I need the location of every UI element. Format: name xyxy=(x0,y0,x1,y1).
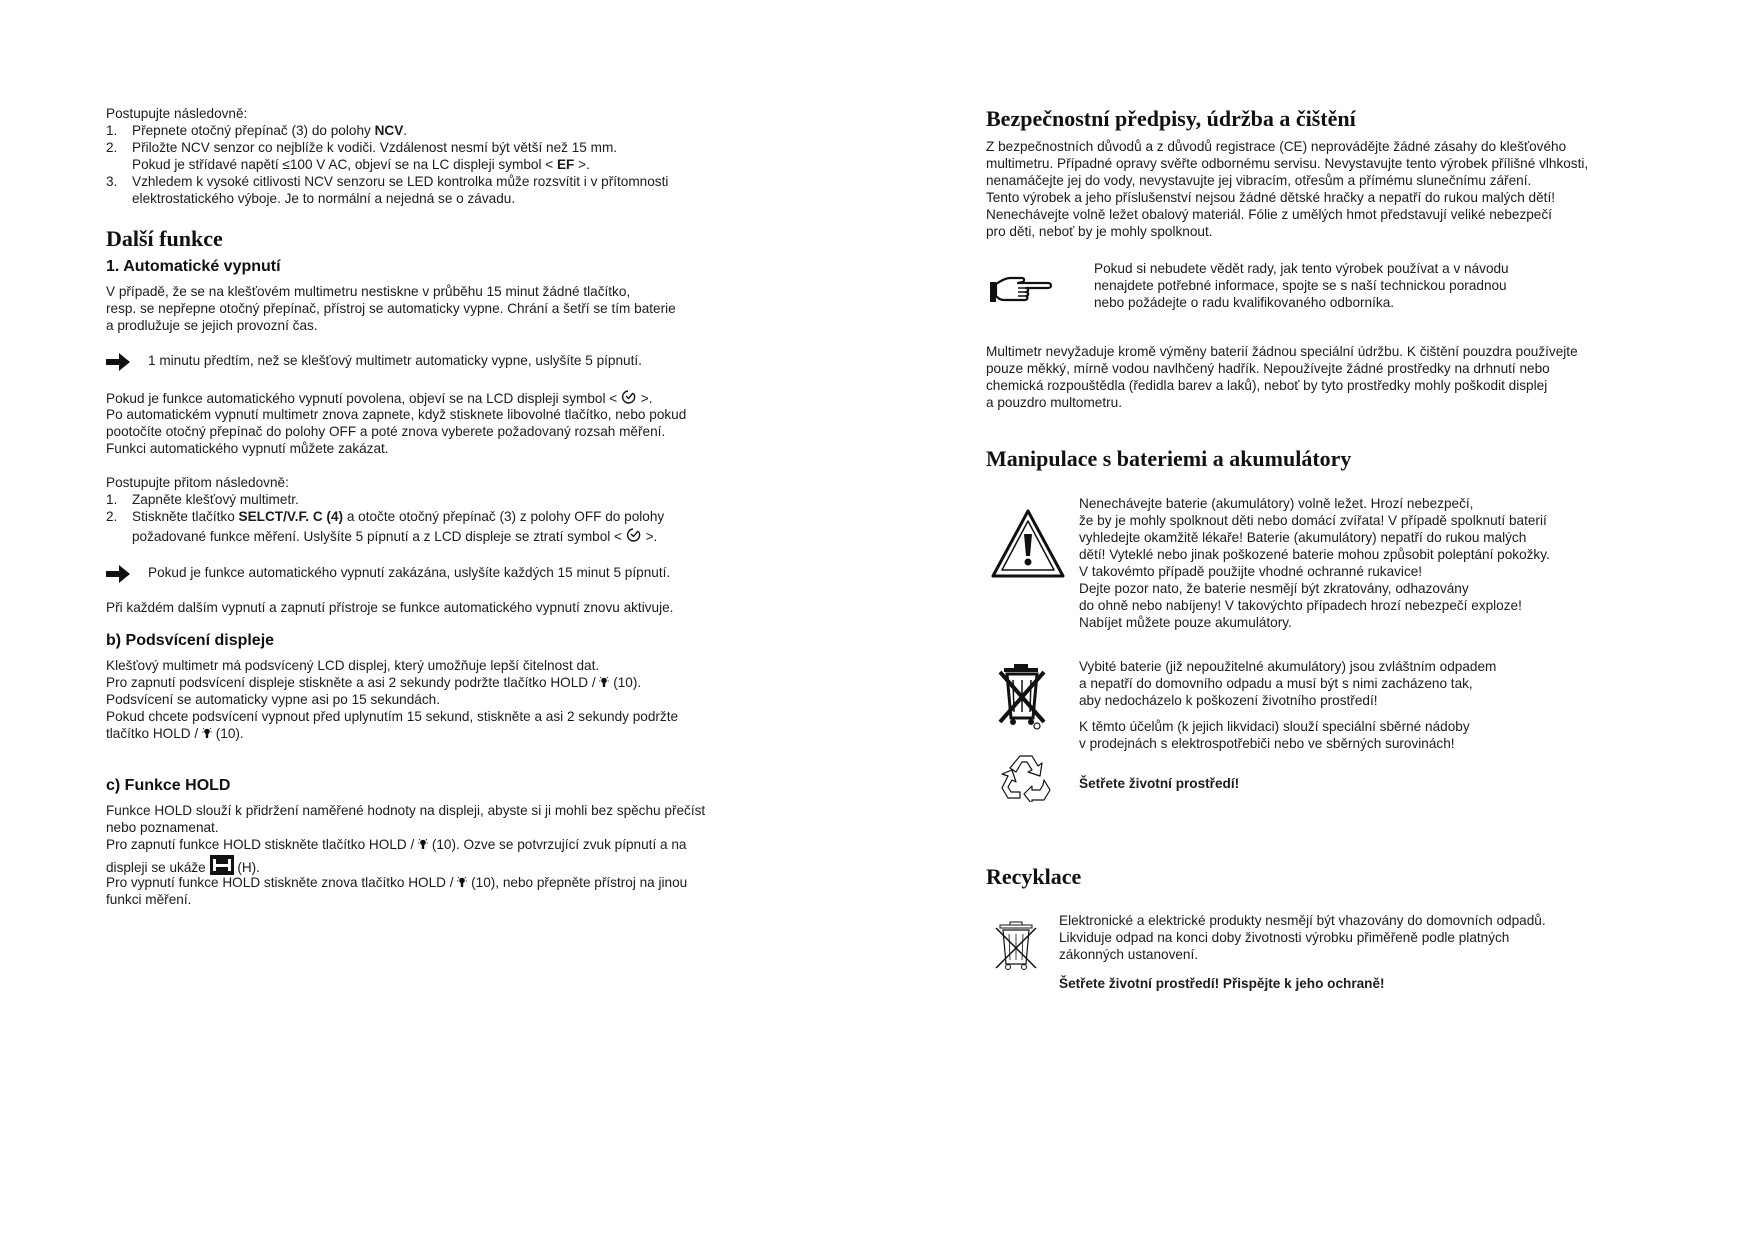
disposal-line: a nepatří do domovního odpadu a musí být s nimi zacházeno tak, xyxy=(1079,676,1473,691)
step-3: 3. Vzhledem k vysoké citlivosti NCV senzoru se LED kontrolka může rozsvítit i v přítomnosti xyxy=(106,174,669,189)
step-2: 2. Přiložte NCV senzor co nejblíže k vodiči. Vzdálenost nesmí být větší než 15 mm. xyxy=(106,140,618,155)
step-2-cont: Pokud je střídavé napětí ≤100 V AC, objeví se na LC displeji symbol < EF >. xyxy=(132,157,590,172)
save-environment-text: Šetřete životní prostředí! Přispějte k jeho ochraně! xyxy=(1059,976,1385,991)
auto-off-para2-line: Funkci automatického vypnutí můžete zakázat. xyxy=(106,441,389,456)
disposal-line: Vybité baterie (již nepoužitelné akumulátory) jsou zvláštním odpadem xyxy=(1079,659,1497,674)
battery-warning-line: V takovémto případě použijte vhodné ochranné rukavice! xyxy=(1079,564,1423,579)
section-title-dalsi-funkce: Další funkce xyxy=(106,226,223,251)
arrow-right-icon xyxy=(104,350,132,374)
reactivate-text: Při každém dalším vypnutí a zapnutí přístroje se funkce automatického vypnutí znovu aktivuje. xyxy=(106,600,674,615)
hold-line: Pro vypnutí funkce HOLD stiskněte znova tlačítko HOLD / (10), nebo přepněte přístroj na jinou xyxy=(106,875,688,890)
help-line: Pokud si nebudete vědět rady, jak tento výrobek používat a v návodu xyxy=(1094,261,1509,276)
pointing-hand-icon xyxy=(988,272,1054,308)
maintenance-line: chemická rozpouštědla (ředidla barev a laků), neboť by tyto prostředky mohly poškodit displej xyxy=(986,378,1548,393)
backlight-line: tlačítko HOLD / (10). xyxy=(106,726,244,741)
hold-line: funkci měření. xyxy=(106,892,192,907)
note-auto-off-disabled: Pokud je funkce automatického vypnutí zakázána, uslyšíte každých 15 minut 5 pípnutí. xyxy=(148,565,671,580)
step-1: 1. Přepnete otočný přepínač (3) do polohy NCV. xyxy=(106,123,408,138)
battery-warning-line: že by je mohly spolknout děti nebo domácí zvířata! V případě spolknutí baterií xyxy=(1079,513,1547,528)
weee-bin-icon xyxy=(992,918,1042,974)
battery-warning-line: dětí! Vyteklé nebo jinak poškozené baterie mohou způsobit poleptání pokožky. xyxy=(1079,547,1550,562)
disposal-line: K těmto účelům (k jejich likvidaci) slouží speciální sběrné nádoby xyxy=(1079,719,1470,734)
recycling-line: zákonných ustanovení. xyxy=(1059,947,1199,962)
section-title-safety: Bezpečnostní předpisy, údržba a čištění xyxy=(986,106,1356,131)
auto-off-para2-line: Po automatickém vypnutí multimetr znova zapnete, když stisknete libovolné tlačítko, nebo pokud xyxy=(106,407,687,422)
safety-line: multimetru. Případné opravy svěřte odbornému servisu. Nevystavujte tento výrobek přílišné vlhkosti, xyxy=(986,156,1589,171)
disposal-line: v prodejnách s elektrospotřebiči nebo ve sběrných surovinách! xyxy=(1079,736,1455,751)
backlight-line: Pokud chcete podsvícení vypnout před uplynutím 15 sekund, stiskněte a asi 2 sekundy podržte xyxy=(106,709,679,724)
backlight-bulb-icon xyxy=(457,876,467,889)
battery-warning-line: Nenechávejte baterie (akumulátory) volně ležet. Hrozí nebezpečí, xyxy=(1079,496,1474,511)
battery-warning-line: do ohně nebo nabíjeny! V takovýchto případech hrozí nebezpečí exploze! xyxy=(1079,598,1522,613)
recycling-line: Elektronické a elektrické produkty nesmějí být vhazovány do domovních odpadů. xyxy=(1059,913,1546,928)
safety-line: Tento výrobek a jeho příslušenství nejsou žádné dětské hračky a nepatří do rukou malých dětí! xyxy=(986,190,1555,205)
crossed-bin-icon xyxy=(996,660,1048,730)
battery-warning-line: vyhledejte okamžitě lékaře! Baterie (akumulátory) nepatří do rukou malých xyxy=(1079,530,1527,545)
auto-off-para-line: a prodlužuje se jejich provozní čas. xyxy=(106,318,318,333)
recycling-icon xyxy=(1000,752,1052,802)
warning-triangle-icon xyxy=(990,508,1066,580)
note-auto-off-warning: 1 minutu předtím, než se klešťový multimetr automaticky vypne, uslyšíte 5 pípnutí. xyxy=(148,353,642,368)
save-environment-text: Šetřete životní prostředí! xyxy=(1079,776,1240,791)
recycling-line: Likviduje odpad na konci doby životnosti výrobku přiměřeně podle platných xyxy=(1059,930,1510,945)
auto-off-para2-line: pootočíte otočný přepínač do polohy OFF a poté znova vyberete požadovaný rozsah měření. xyxy=(106,424,666,439)
subsection-title-backlight: b) Podsvícení displeje xyxy=(106,632,275,649)
backlight-bulb-icon xyxy=(599,676,609,689)
hold-line: Pro zapnutí funkce HOLD stiskněte tlačítko HOLD / (10). Ozve se potvrzující zvuk pípnutí a na xyxy=(106,837,687,852)
disable-step-1: 1. Zapněte klešťový multimetr. xyxy=(106,492,299,507)
maintenance-line: a pouzdro multometru. xyxy=(986,395,1123,410)
help-line: nebo požádejte o radu kvalifikovaného odborníka. xyxy=(1094,295,1395,310)
backlight-line: Podsvícení se automaticky vypne asi po 15 sekundách. xyxy=(106,692,440,707)
disable-step-2: 2. Stiskněte tlačítko SELCT/V.F. C (4) a otočte otočný přepínač (3) z polohy OFF do polohy xyxy=(106,509,665,524)
hold-display-icon xyxy=(210,855,234,875)
hold-line: Funkce HOLD slouží k přidržení naměřené hodnoty na displeji, abyste si ji mohli bez spěchu přečíst xyxy=(106,803,706,818)
auto-power-off-icon xyxy=(621,389,637,405)
disable-step-2-cont: požadované funkce měření. Uslyšíte 5 pípnutí a z LCD displeje se ztratí symbol < >. xyxy=(132,529,658,544)
disposal-line: aby nedocházelo k poškození životního prostředí! xyxy=(1079,693,1378,708)
backlight-line: Klešťový multimetr má podsvícený LCD displej, který umožňuje lepší čitelnost dat. xyxy=(106,658,600,673)
backlight-bulb-icon xyxy=(202,727,212,740)
hold-line: displeji se ukáže (H). xyxy=(106,855,260,876)
intro2-text: Postupujte přitom následovně: xyxy=(106,475,289,490)
safety-line: Nenechávejte volně ležet obalový materiál. Fólie z umělých hmot představují veliké nebezpečí xyxy=(986,207,1552,222)
auto-power-off-icon xyxy=(626,527,642,543)
subsection-title-hold: c) Funkce HOLD xyxy=(106,777,231,794)
step-3-cont: elektrostatického výboje. Je to normální a nejedná se o závadu. xyxy=(132,191,516,206)
arrow-right-icon xyxy=(104,562,132,586)
intro-text: Postupujte následovně: xyxy=(106,106,248,121)
backlight-line: Pro zapnutí podsvícení displeje stiskněte a asi 2 sekundy podržte tlačítko HOLD / (10). xyxy=(106,675,642,690)
help-line: nenajdete potřebné informace, spojte se s naší technickou poradnou xyxy=(1094,278,1507,293)
maintenance-line: Multimetr nevyžaduje kromě výměny baterií žádnou speciální údržbu. K čištění pouzdra používejte xyxy=(986,344,1578,359)
hold-line: nebo poznamenat. xyxy=(106,820,219,835)
auto-off-para-line: V případě, že se na klešťovém multimetru nestiskne v průběhu 15 minut žádné tlačítko, xyxy=(106,284,631,299)
auto-off-para-line: resp. se nepřepne otočný přepínač, přístroj se automaticky vypne. Chrání a šetří se tím baterie xyxy=(106,301,676,316)
maintenance-line: pouze měkký, mírně vodou navlhčený hadřík. Nepoužívejte žádné prostředky na drhnutí nebo xyxy=(986,361,1550,376)
auto-off-enabled-line: Pokud je funkce automatického vypnutí povolena, objeví se na LCD displeji symbol < >. xyxy=(106,391,653,406)
battery-warning-line: Dejte pozor nato, že baterie nesmějí být zkratovány, odhazovány xyxy=(1079,581,1469,596)
subsection-title-auto-off: 1. Automatické vypnutí xyxy=(106,258,281,275)
section-title-batteries: Manipulace s bateriemi a akumulátory xyxy=(986,446,1352,471)
safety-line: pro děti, neboť by je mohly spolknout. xyxy=(986,224,1213,239)
safety-line: Z bezpečnostních důvodů a z důvodů registrace (CE) neprovádějte žádné zásahy do klešťového xyxy=(986,139,1567,154)
section-title-recycling: Recyklace xyxy=(986,864,1082,889)
backlight-bulb-icon xyxy=(418,838,428,851)
safety-line: nenamáčejte jej do vody, nevystavujte jej vibracím, otřesům a přímému slunečnímu záření. xyxy=(986,173,1532,188)
battery-warning-line: Nabíjet můžete pouze akumulátory. xyxy=(1079,615,1292,630)
